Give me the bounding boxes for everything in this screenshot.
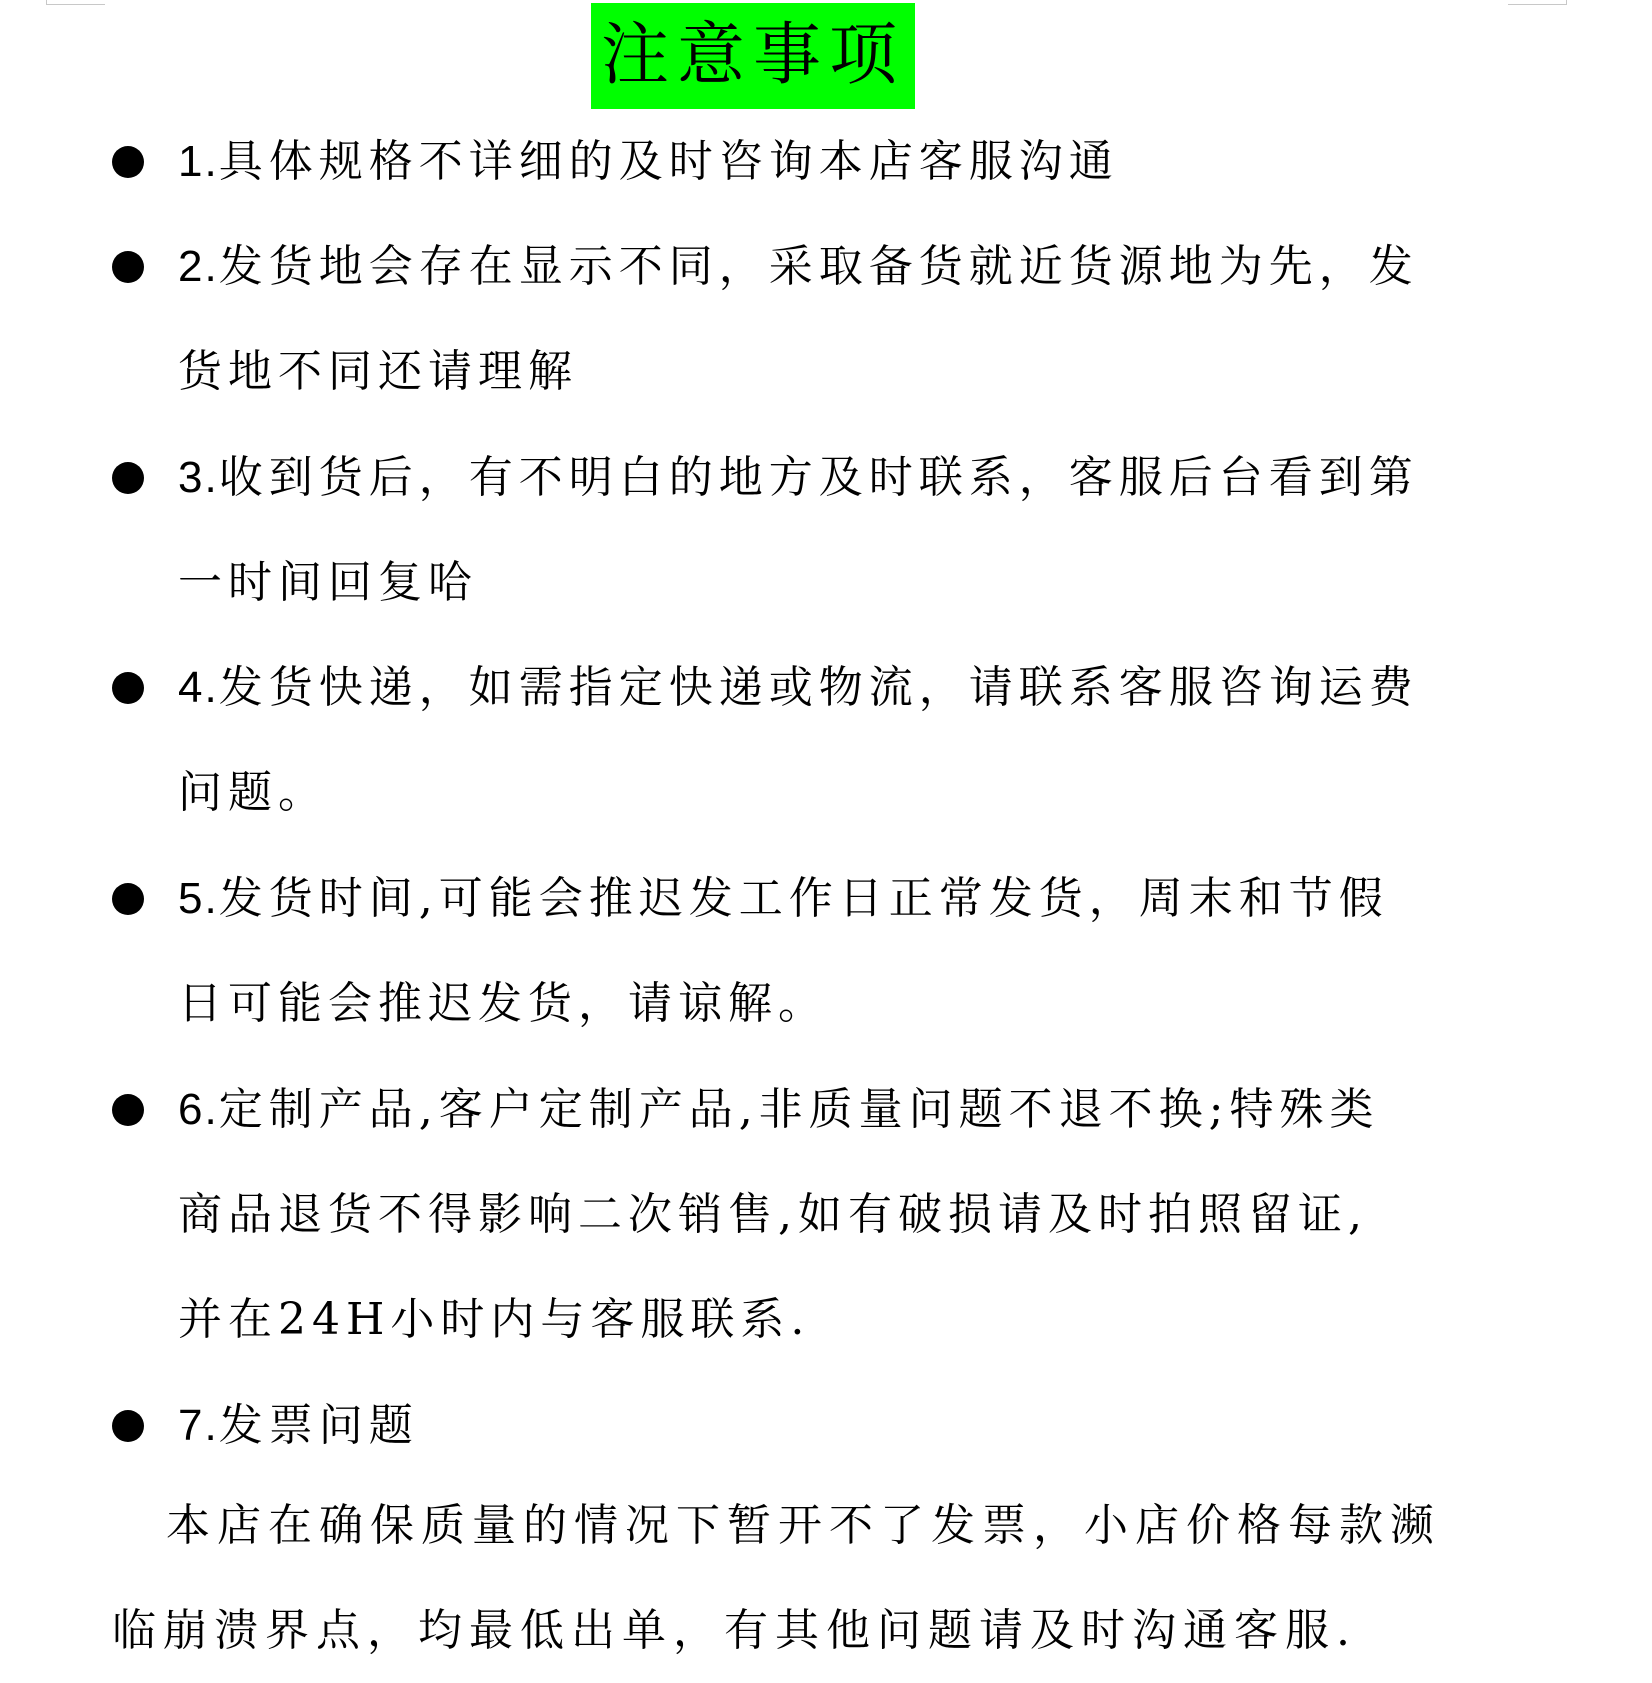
notice-item-text: 货地不同还请理解 — [178, 346, 578, 397]
notice-item-text: 问题。 — [178, 767, 328, 818]
notice-item-line — [178, 1396, 419, 1456]
notice-item-line — [178, 869, 1389, 929]
bullet-icon — [112, 146, 144, 178]
notice-item-number: 5. — [178, 874, 219, 923]
bullet-icon — [112, 462, 144, 494]
notice-item-text: 发货时间,可能会推迟发工作日正常发货，周末和节假 — [218, 873, 1389, 924]
bullet-icon — [112, 672, 144, 704]
notice-item-number: 1. — [178, 137, 219, 186]
notice-item-text: 定制产品,客户定制产品,非质量问题不退不换;特殊类 — [218, 1084, 1380, 1135]
notice-item-text: 收到货后，有不明白的地方及时联系，客服后台看到第 — [218, 452, 1419, 503]
notice-item-line — [178, 237, 1419, 297]
bullet-icon — [112, 251, 144, 283]
notice-item-number: 6. — [178, 1085, 219, 1134]
bullet-icon — [112, 883, 144, 915]
notice-item-line — [178, 448, 1419, 508]
bullet-icon — [112, 1410, 144, 1442]
notice-item-line — [178, 553, 478, 613]
notice-item-line — [178, 974, 828, 1034]
notice-item-line — [178, 1080, 1380, 1140]
notice-item-text: 一时间回复哈 — [178, 557, 478, 608]
notice-item-text: 发货地会存在显示不同，采取备货就近货源地为先，发 — [218, 241, 1419, 292]
closing-paragraph-line-1: 本店在确保质量的情况下暂开不了发票，小店价格每款濒 — [166, 1500, 1441, 1551]
notice-item-text: 商品退货不得影响二次销售,如有破损请及时拍照留证, — [178, 1189, 1368, 1240]
notice-item-line — [178, 1185, 1368, 1245]
notice-item-number: 7. — [178, 1401, 219, 1450]
bullet-icon — [112, 1094, 144, 1126]
closing-paragraph-line-2: 临崩溃界点，均最低出单，有其他问题请及时沟通客服. — [112, 1605, 1357, 1656]
notice-item-text: 发货快递，如需指定快递或物流，请联系客服咨询运费 — [218, 662, 1419, 713]
page-title: 注意事项 — [591, 3, 915, 109]
notice-item-line — [178, 342, 578, 402]
notice-item-line — [178, 658, 1419, 718]
notice-item-text: 并在24H小时内与客服联系. — [178, 1294, 811, 1345]
notice-item-text: 具体规格不详细的及时咨询本店客服沟通 — [218, 136, 1119, 187]
notice-item-number: 3. — [178, 453, 219, 502]
notice-item-text: 发票问题 — [218, 1400, 419, 1451]
notice-item-text: 日可能会推迟发货，请谅解。 — [178, 978, 828, 1029]
notice-item-line — [178, 1290, 810, 1350]
notice-item-line — [178, 132, 1119, 192]
notice-item-line — [178, 763, 328, 823]
notice-item-number: 4. — [178, 663, 219, 712]
notice-item-number: 2. — [178, 242, 219, 291]
